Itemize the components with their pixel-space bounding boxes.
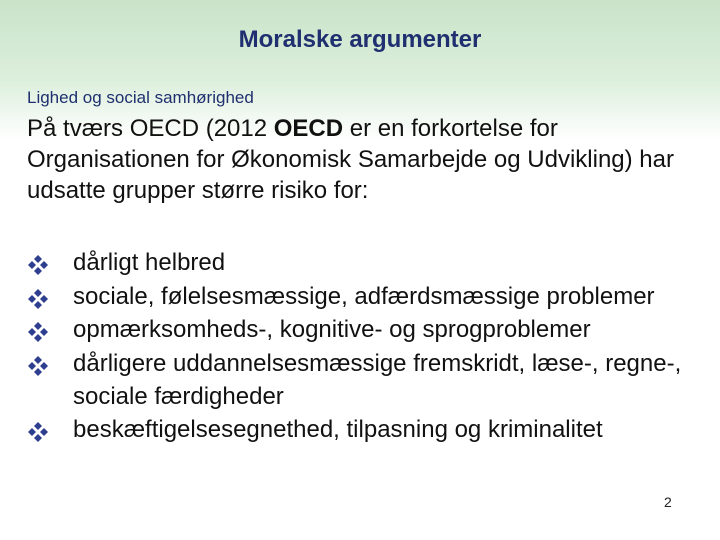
bullet-item <box>27 280 707 313</box>
bullet-text: opmærksomheds-, kognitive- og sprogproblemer <box>73 316 591 343</box>
four-diamond-bullet-icon <box>27 355 49 377</box>
four-diamond-bullet-icon <box>27 321 49 343</box>
intro-paragraph <box>27 113 687 206</box>
slide-subtitle: Lighed og social samhørighed <box>27 88 254 107</box>
four-diamond-bullet-icon <box>27 288 49 310</box>
bullet-item <box>27 313 707 347</box>
page-number: 2 <box>664 494 672 510</box>
bullet-text: dårligt helbred <box>73 249 226 276</box>
intro-text-part2: er en forkortelse for Organisationen for Økonomisk Samarbejde og Udvikling) har udsatte grupper større risiko for: <box>27 115 674 204</box>
intro-text-part1: På tværs OECD (2012 <box>27 115 274 142</box>
bullet-text: sociale, følelsesmæssige, adfærdsmæssige problemer <box>73 283 655 310</box>
bullet-item <box>27 413 707 447</box>
bullet-text: dårligere uddannelsesmæssige fremskridt, læse-, regne-, sociale færdigheder <box>73 350 682 410</box>
intro-text-bold: OECD <box>273 115 344 142</box>
four-diamond-bullet-icon <box>27 254 49 276</box>
bullet-item <box>27 347 707 413</box>
bullet-list <box>27 246 707 447</box>
bullet-text: beskæftigelsesegnethed, tilpasning og kriminalitet <box>73 416 603 443</box>
four-diamond-bullet-icon <box>27 421 49 443</box>
bullet-item <box>27 246 707 280</box>
slide-title: Moralske argumenter <box>238 26 482 53</box>
